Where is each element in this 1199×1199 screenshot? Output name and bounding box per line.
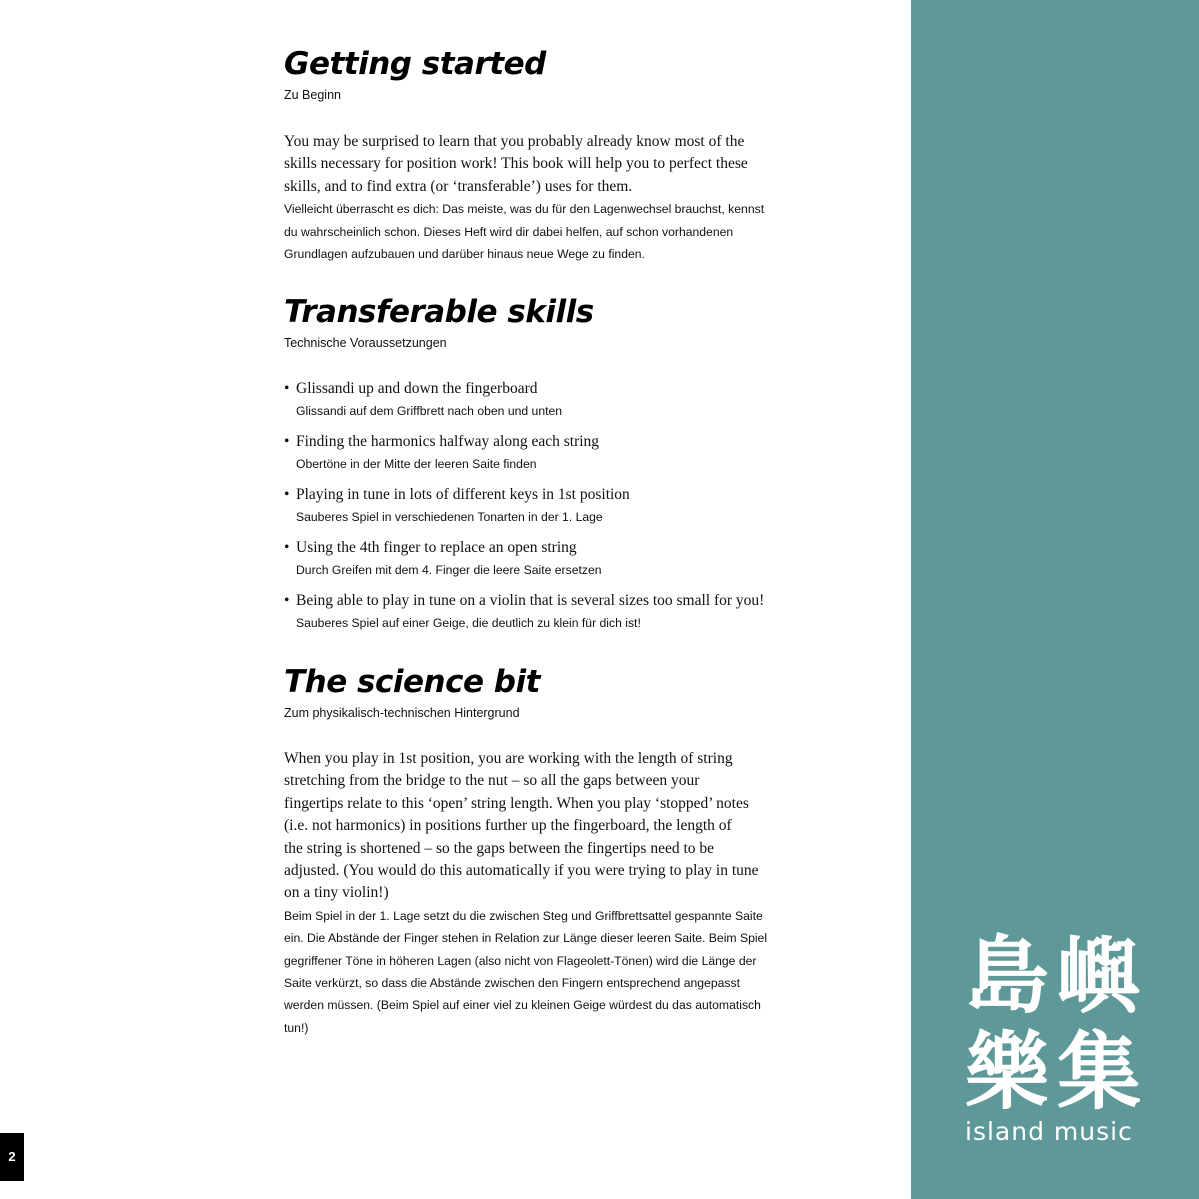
- skills-list: [284, 378, 814, 643]
- german-line: du wahrscheinlich schon. Dieses Heft wird dir dabei helfen, auf schon vorhandenen: [284, 224, 734, 239]
- bullet-icon: •: [284, 486, 290, 503]
- english-line: When you play in 1st position, you are working with the length of string: [284, 750, 733, 767]
- german-line: Vielleicht überrascht es dich: Das meiste, was du für den Lagenwechsel brauchst, kennst: [284, 202, 765, 217]
- english-line: on a tiny violin!): [284, 884, 389, 902]
- skill-german: Sauberes Spiel in verschiedenen Tonarten in der 1. Lage: [296, 510, 603, 525]
- english-line: (i.e. not harmonics) in positions further up the fingerboard, the length of: [284, 817, 732, 835]
- skill-english: Glissandi up and down the fingerboard: [296, 380, 538, 397]
- english-line: skills, and to find extra (or ‘transferable’) uses for them.: [284, 177, 633, 195]
- skill-english: Using the 4th finger to replace an open string: [296, 539, 577, 556]
- german-line: werden müssen. (Beim Spiel auf einer viel zu kleinen Geige würdest du das automatisch: [284, 998, 761, 1013]
- german-line: Grundlagen aufzubauen und darüber hinaus neue Wege zu finden.: [284, 247, 645, 262]
- skill-english: Being able to play in tune on a violin that is several sizes too small for you!: [296, 592, 765, 609]
- page-number: 2: [0, 1133, 24, 1181]
- section-getting-started: [284, 44, 814, 262]
- skill-german: Durch Greifen mit dem 4. Finger die leere Saite ersetzen: [296, 563, 602, 578]
- skill-german: Glissandi auf dem Griffbrett nach oben und unten: [296, 404, 563, 419]
- german-line: Saite verkürzt, so dass die Abstände zwischen den Fingern entsprechend angepasst: [284, 976, 740, 991]
- skill-english: Finding the harmonics halfway along each string: [296, 433, 600, 450]
- list-item: [284, 484, 814, 537]
- skill-german: Obertöne in der Mitte der leeren Saite finden: [296, 457, 537, 472]
- section-subtitle: Zu Beginn: [284, 88, 341, 102]
- german-line: Beim Spiel in der 1. Lage setzt du die zwischen Steg und Griffbrettsattel gespannte Saite: [284, 908, 763, 923]
- english-line: You may be surprised to learn that you probably already know most of the: [284, 133, 745, 150]
- bullet-icon: •: [284, 539, 290, 556]
- skill-english: Playing in tune in lots of different keys in 1st position: [296, 486, 630, 503]
- bullet-icon: •: [284, 433, 290, 450]
- list-item: [284, 590, 814, 643]
- german-line: gegriffener Töne in höheren Lagen (also nicht von Flageolett-Tönen) wird die Länge der: [284, 953, 757, 968]
- island-music-logo: [965, 927, 1150, 1146]
- section-title: Transferable skills: [284, 294, 594, 330]
- bullet-icon: •: [284, 592, 290, 609]
- english-line: the string is shortened – so the gaps between the fingertips need to be: [284, 839, 715, 857]
- list-item: [284, 537, 814, 590]
- english-line: fingertips relate to this ‘open’ string length. When you play ‘stopped’ notes: [284, 794, 749, 812]
- logo-cjk-line-2: 樂集: [965, 1023, 1150, 1121]
- logo-cjk-line-1: 島嶼: [965, 927, 1150, 1025]
- logo-latin-text: island music: [965, 1117, 1133, 1146]
- intro-paragraph: [284, 131, 814, 265]
- section-transferable-skills: [284, 292, 814, 352]
- english-line: skills necessary for position work! This book will help you to perfect these: [284, 155, 748, 173]
- english-line: adjusted. (You would do this automatically if you were trying to play in tune: [284, 862, 759, 880]
- section-subtitle: Zum physikalisch-technischen Hintergrund: [284, 706, 520, 720]
- list-item: [284, 431, 814, 484]
- section-science-bit: [284, 662, 814, 722]
- section-subtitle: Technische Voraussetzungen: [284, 336, 447, 350]
- skill-german: Sauberes Spiel auf einer Geige, die deutlich zu klein für dich ist!: [296, 616, 641, 631]
- german-line: ein. Die Abstände der Finger stehen in Relation zur Länge dieser leeren Saite. Beim Spiel: [284, 931, 768, 946]
- english-line: stretching from the bridge to the nut – so all the gaps between your: [284, 772, 700, 790]
- bullet-icon: •: [284, 380, 290, 397]
- german-line: tun!): [284, 1020, 309, 1035]
- list-item: [284, 378, 814, 431]
- section-title: Getting started: [284, 46, 546, 82]
- science-paragraph: [284, 748, 814, 1039]
- section-title: The science bit: [284, 664, 540, 700]
